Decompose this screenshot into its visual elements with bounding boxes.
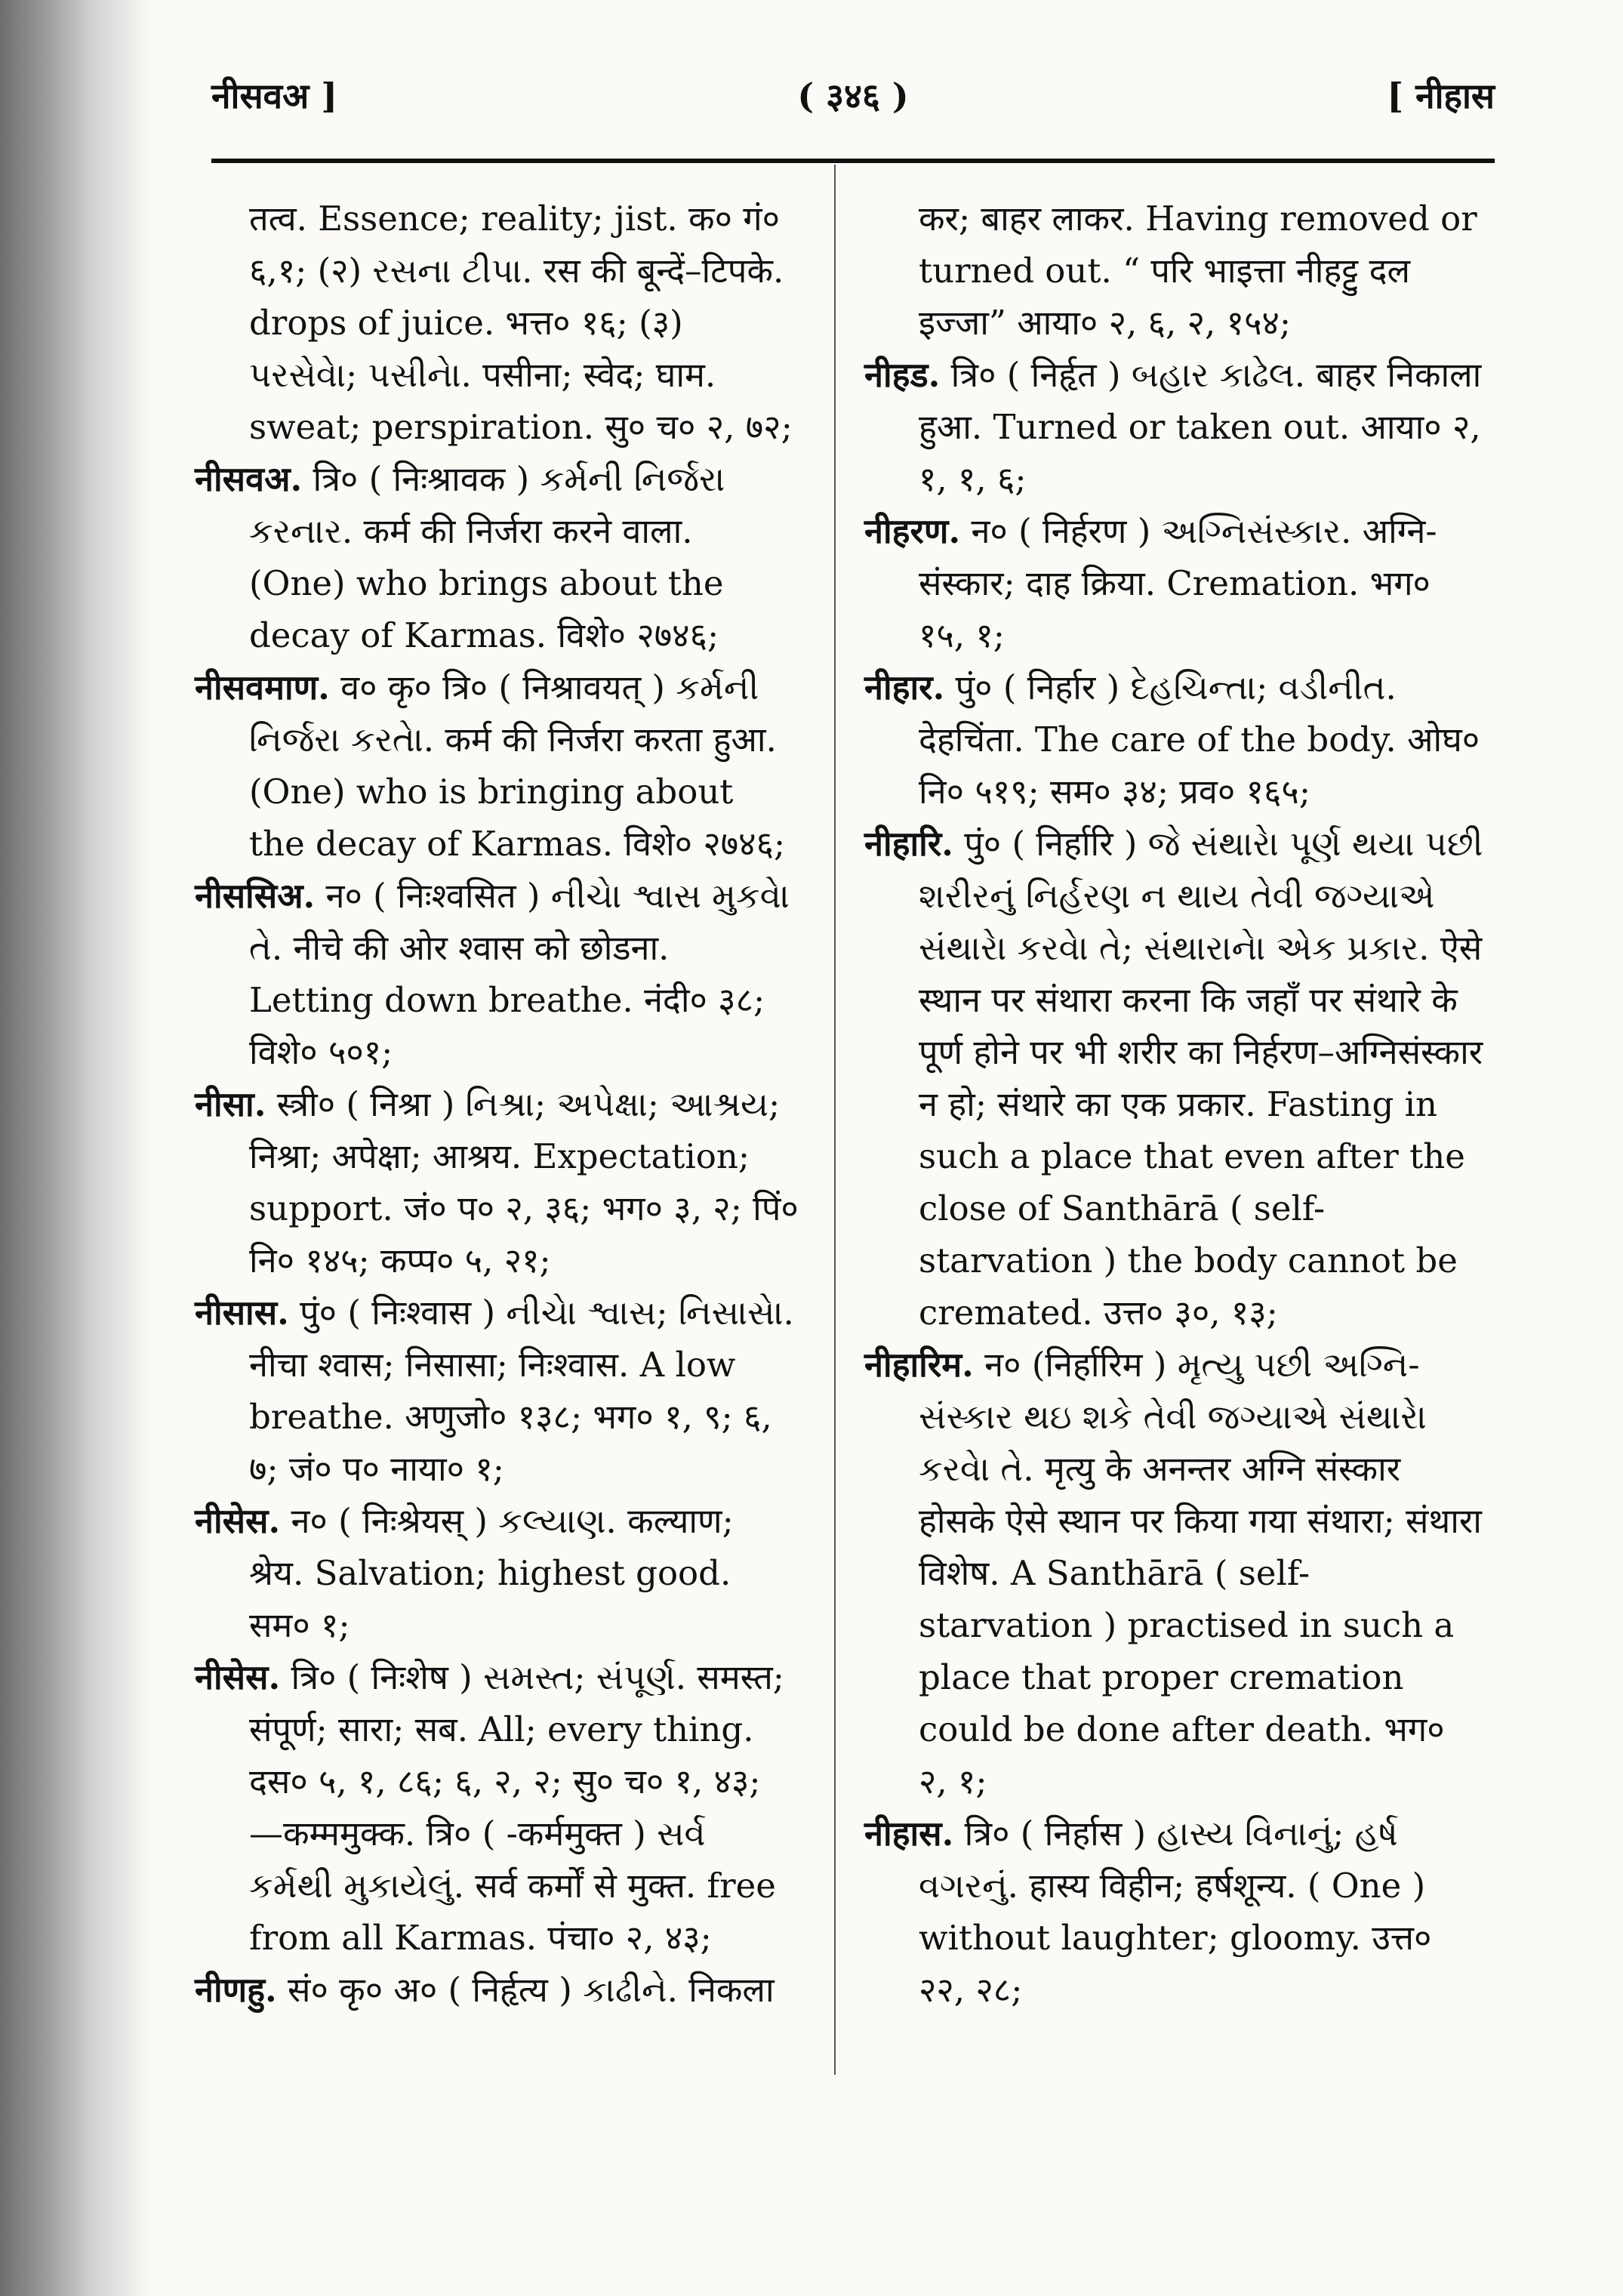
entry-definition: न० ( निःश्वसित ) નીચેા શ્વાસ મુકવેા તે. नीचे की ओर श्वास को छोडना. Letting down breathe. नंदी० ३८; विशे० ५०१;: [249, 876, 790, 1072]
dictionary-entry: [864, 505, 1483, 661]
entry-headword: नीसेस.: [195, 1657, 281, 1697]
dictionary-entry: [195, 1495, 799, 1651]
entry-definition: पुं० ( निर्हारि ) જે સંથારેા પૂર્ણ થયા પછી શરીરનું નિર્હરણ ન થાય તેવી જગ્યાએ સંથારેા કરવેા તે; સંથારાનેા એક પ્રકાર. ऐसे स्थान पर संथारा करना कि जहाँ पर संथारे के पूर्ण होने पर भी शरीर का निर्हरण–अग्निसंस्कार न हो; संथारे का एक प्रकार. Fasting in such a place that even after the close of Santhārā ( self-starvation ) the body cannot be cremated. उत्त० ३०, १३;: [919, 824, 1483, 1333]
page-number: ( ३४६ ): [797, 76, 909, 116]
header-last-headword: [ नीहास: [1387, 76, 1495, 116]
dictionary-entry: [195, 1651, 799, 1964]
entry-headword: नीससिअ.: [195, 876, 316, 916]
dictionary-entry: [195, 1964, 799, 2016]
entry-definition: सं० कृ० अ० ( निर्हृत्य ) કાઢીને. निकला: [288, 1970, 775, 2010]
dictionary-entry: [864, 1808, 1483, 2016]
entry-definition: त्रि० ( निःशेष ) સમસ્ત; સંપૂર્ણ. समस्त; संपूर्ण; सारा; सब. All; every thing. दस० ५, १, ८६; ६, २, २; सु० च० १, ४३; —कम्ममुक्क. त्रि० ( -कर्ममुक्त ) સર્વ કર્મથી મુકાયેલું. सर्व कर्मों से मुक्त. free from all Karmas. पंचा० २, ४३;: [249, 1657, 784, 1958]
dictionary-entry: [864, 1339, 1483, 1808]
dictionary-entry: [195, 1287, 799, 1495]
dictionary-entry: [195, 661, 799, 870]
dictionary-entry: [195, 453, 799, 661]
entry-definition: व० कृ० त्रि० ( निश्रावयत् ) કર્મની નિર્જરા કરતેા. कर्म की निर्जरा करता हुआ. (One) who is bringing about the decay of Karmas. विशे० २७४६;: [249, 667, 786, 864]
book-binding-shadow: [0, 0, 151, 2296]
entry-headword: नीसास.: [195, 1293, 289, 1333]
entry-headword: नीहारिम.: [864, 1345, 974, 1385]
dictionary-entry: [864, 349, 1483, 505]
entry-definition: त्रि० ( निर्हास ) હાસ્ય વિનાનું; હર્ષ વગરનું. हास्य विहीन; हर्षशून्य. ( One ) without laughter; gloomy. उत्त० २२, २८;: [919, 1814, 1432, 2010]
entry-headword: नीहारि.: [864, 824, 953, 864]
entry-headword: नीणहु.: [195, 1970, 277, 2010]
continued-entry-text: कर; बाहर लाकर. Having removed or turned out. “ परि भाइत्ता नीहट्टु दल इज्जा” आया० २, ६, २, १५४;: [919, 199, 1477, 343]
entry-definition: न० ( निःश्रेयस् ) કલ્યાણ. कल्याण; श्रेय. Salvation; highest good. सम० १;: [249, 1501, 734, 1645]
entry-headword: नीसेस.: [195, 1501, 281, 1541]
entry-headword: नीसा.: [195, 1084, 266, 1124]
entry-definition: त्रि० ( निःश्रावक ) કર્મની નિર્જરા કરનાર. कर्म की निर्जरा करने वाला. (One) who brings about the decay of Karmas. विशे० २७४६;: [249, 459, 725, 655]
right-column: [864, 193, 1483, 2016]
continued-entry-text: तत्व. Essence; reality; jist. क० गं० ६,१; (२) રસના ટીપા. रस की बून्दें–टिपके. drops of juice. भत्त० १६; (३) પરસેવેા; પસીનેા. पसीना; स्वेद; घाम. sweat; perspiration. सु० च० २, ७२;: [249, 199, 793, 447]
entry-definition: त्रि० ( निर्हृत ) બહાર કાઢેલ. बाहर निकाला हुआ. Turned or taken out. आया० २, १, १, ६;: [919, 355, 1482, 499]
entry-definition: न० (निर्हारिम ) મૃત્યુ પછી અગ્નિ-સંસ્કાર થઇ શકે તેવી જગ્યાએ સંથારેા કરવેા તે. मृत्यु के अनन्तर अग्नि संस्कार होसके ऐसे स्थान पर किया गया संथारा; संथारा विशेष. A Santhārā ( self-starvation ) practised in such a place that proper cremation could be done after death. भग० २, १;: [919, 1345, 1482, 1801]
left-column: [195, 193, 799, 2016]
entry-headword: नीहरण.: [864, 511, 961, 551]
entry-headword: नीहास.: [864, 1814, 954, 1854]
page-header: [211, 72, 1495, 132]
entry-headword: नीहड.: [864, 355, 941, 395]
header-rule: [211, 159, 1495, 163]
entry-definition: न० ( निर्हरण ) અગ્નિસંસ્કાર. अग्नि-संस्कार; दाह क्रिया. Cremation. भग० १५, १;: [919, 511, 1437, 655]
dictionary-entry: [864, 818, 1483, 1339]
dictionary-entry: [864, 661, 1483, 818]
entry-definition: स्त्री० ( निश्रा ) નિશ્રા; અપેક્ષા; આશ્રય; निश्रा; अपेक्षा; आश्रय. Expectation; support. जं० प० २, ३६; भग० ३, २; पिं० नि० १४५; कप्प० ५, २१;: [249, 1084, 799, 1281]
entry-definition: पुं० ( निःश्वास ) નીચેા શ્વાસ; નિસાસેા. नीचा श्वास; निसासा; निःश्वास. A low breathe. अणुजो० १३८; भग० १, ९; ६, ७; जं० प० नाया० १;: [249, 1293, 794, 1489]
entry-headword: नीसवमाण.: [195, 667, 330, 707]
dictionary-entry: [195, 870, 799, 1078]
entry-headword: नीसवअ.: [195, 459, 303, 499]
entry-headword: नीहार.: [864, 667, 945, 707]
column-divider: [834, 165, 836, 2075]
dictionary-entry: [195, 1078, 799, 1287]
entry-definition: पुं० ( निर्हार ) દેહચિન્તા; વડીનીત. देहचिंता. The care of the body. ओघ० नि० ५१९; सम० ३४; प्रव० १६५;: [919, 667, 1480, 812]
header-first-headword: नीसवअ ]: [211, 76, 338, 116]
